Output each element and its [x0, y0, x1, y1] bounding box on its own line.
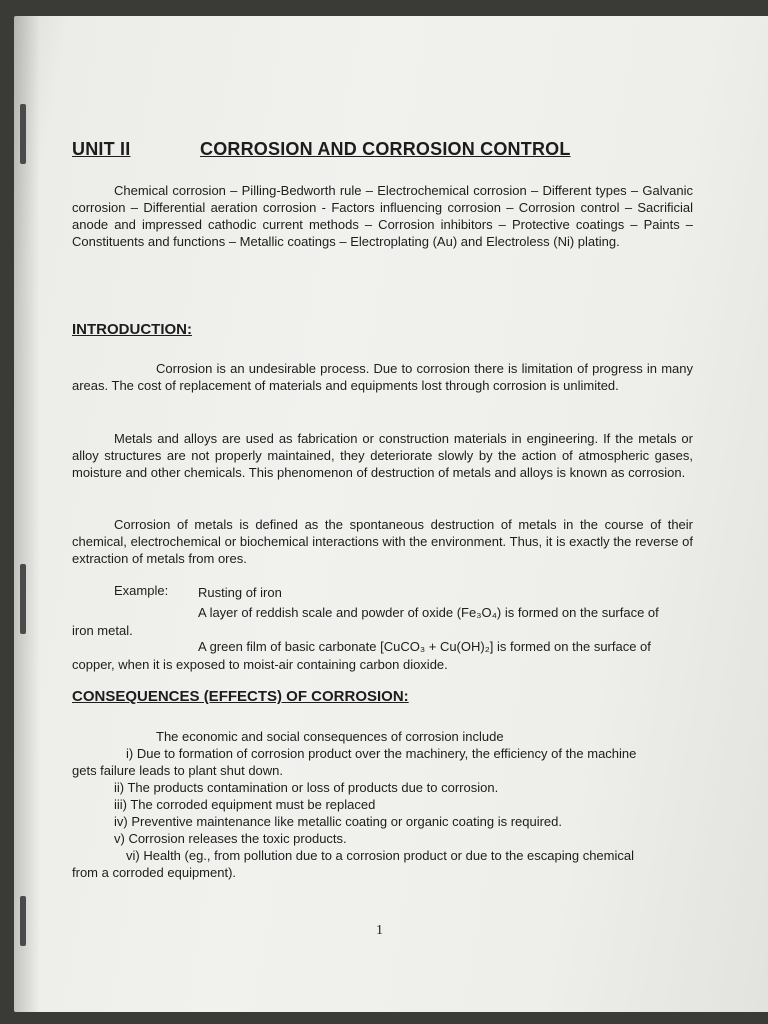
consequences-intro: The economic and social consequences of corrosion include — [156, 729, 504, 744]
list-item: vi) Health (eg., from pollution due to a corrosion product or due to the escaping chemical — [126, 848, 634, 863]
syllabus-paragraph: Chemical corrosion – Pilling-Bedworth rule – Electrochemical corrosion – Different types – Galvanic corrosion – Differential aeration corrosion - Factors influencing corrosion – Corrosion control – Sacrificial anode and impressed cathodic current methods – Corrosion inhibitors – Protective coatings – Paints – Constituents and functions – Metallic coatings – Electroplating (Au) and Electroless (Ni) plating. — [72, 183, 693, 249]
binding-staple — [20, 896, 26, 946]
example-label: Example: — [114, 583, 169, 598]
page-number: 1 — [376, 923, 383, 938]
list-item: v) Corrosion releases the toxic products. — [114, 831, 347, 846]
list-item-cont: gets failure leads to plant shut down. — [72, 763, 284, 778]
example-line-2-cont: copper, when it is exposed to moist-air containing carbon dioxide. — [72, 657, 448, 672]
list-item: i) Due to formation of corrosion product over the machinery, the efficiency of the machine — [126, 746, 637, 761]
intro-paragraph-2: Metals and alloys are used as fabrication or construction materials in engineering. If the metals or alloy structures are not properly maintained, they deteriorate slowly by the action of atmospheric gases, moisture and other chemicals. This phenomenon of destruction of metals and alloys is known as corrosion. — [72, 431, 693, 480]
list-item: iv) Preventive maintenance like metallic coating or organic coating is required. — [114, 814, 562, 829]
introduction-heading: INTRODUCTION: — [72, 321, 192, 338]
list-item: ii) The products contamination or loss of products due to corrosion. — [114, 780, 499, 795]
list-item: iii) The corroded equipment must be replaced — [114, 797, 376, 812]
binding-staple — [20, 104, 26, 164]
consequences-heading: CONSEQUENCES (EFFECTS) OF CORROSION: — [72, 688, 409, 705]
example-line-1: A layer of reddish scale and powder of oxide (Fe₃O₄) is formed on the surface of — [198, 605, 659, 620]
example-line-2: A green film of basic carbonate [CuCO₃ + Cu(OH)₂] is formed on the surface of — [198, 639, 651, 654]
unit-label: UNIT II — [72, 139, 131, 159]
list-item-cont: from a corroded equipment). — [72, 865, 237, 880]
document-page — [14, 16, 768, 1012]
title-row — [72, 141, 708, 165]
binding-staple — [20, 564, 26, 634]
intro-paragraph-1: Corrosion is an undesirable process. Due to corrosion there is limitation of progress in many areas. The cost of replacement of materials and equipments lost through corrosion is unlimited. — [72, 361, 693, 393]
intro-paragraph-3: Corrosion of metals is defined as the spontaneous destruction of metals in the course of their chemical, electrochemical or biochemical interactions with the environment. Thus, it is exactly the reverse of extraction of metals from ores. — [72, 517, 693, 566]
example-line-1-cont: iron metal. — [72, 623, 133, 638]
example-title: Rusting of iron — [198, 585, 282, 600]
binding-shadow — [14, 16, 40, 1012]
page-title: CORROSION AND CORROSION CONTROL — [200, 139, 571, 159]
